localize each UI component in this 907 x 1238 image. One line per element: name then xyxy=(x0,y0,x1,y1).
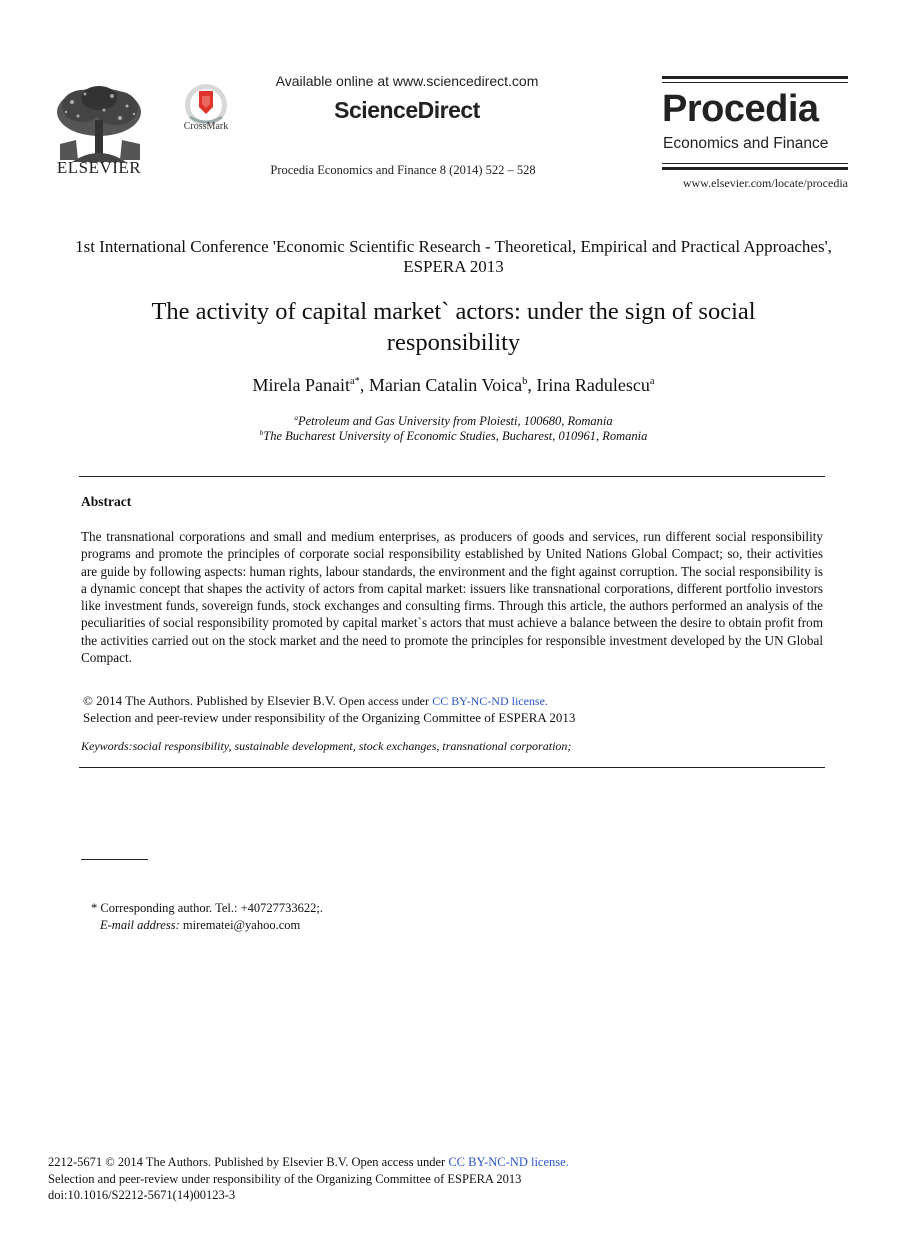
affiliation-marker: b xyxy=(259,428,264,437)
email-label: E-mail address: xyxy=(100,917,180,932)
footer-copyright-line xyxy=(48,1154,748,1171)
license-link[interactable]: CC BY-NC-ND license. xyxy=(432,694,548,708)
footer-copyright: 2212-5671 © 2014 The Authors. Published by Elsevier B.V. xyxy=(48,1155,349,1169)
email-line xyxy=(91,917,491,934)
author-list xyxy=(90,375,817,396)
author-name: Mirela Panait xyxy=(252,375,350,395)
footnote xyxy=(91,900,491,933)
procedia-rule-top-thin xyxy=(662,82,848,83)
crossmark-label: CrossMark xyxy=(183,121,229,132)
author-name: Irina Radulescu xyxy=(536,375,650,395)
open-access-text: Open access under xyxy=(339,694,430,708)
author-marker: a xyxy=(649,376,655,387)
abstract-heading: Abstract xyxy=(81,494,132,509)
footer-doi[interactable]: doi:10.1016/S2212-5671(14)00123-3 xyxy=(48,1188,236,1202)
keywords-text: social responsibility, sustainable development, stock exchanges, transnational corporation; xyxy=(132,739,572,753)
page-footer xyxy=(48,1154,748,1204)
procedia-rule-bottom-thin xyxy=(662,163,848,164)
procedia-subtitle: Economics and Finance xyxy=(663,135,829,152)
procedia-rule-bottom xyxy=(662,167,848,170)
affiliation-text: The Bucharest University of Economic Studies, Bucharest, 010961, Romania xyxy=(263,429,648,443)
affiliation-line xyxy=(90,414,817,429)
affiliation-marker: a xyxy=(294,413,298,422)
affiliation-text: Petroleum and Gas University from Ploiesti, 100680, Romania xyxy=(297,414,613,428)
keywords-line xyxy=(81,739,823,754)
copyright-block xyxy=(83,693,823,726)
peer-review-line: Selection and peer-review under responsibility of the Organizing Committee of ESPERA 2013 xyxy=(83,709,576,725)
paper-title: The activity of capital market` actors: under the sign of social responsibility xyxy=(151,298,756,356)
footnote-rule xyxy=(81,859,148,860)
author-name: Marian Catalin Voica xyxy=(368,375,523,395)
email-address[interactable]: mirematei@yahoo.com xyxy=(182,917,301,932)
author-separator: , xyxy=(527,375,537,395)
procedia-rule-top xyxy=(662,76,848,79)
procedia-brand: Procedia xyxy=(662,88,819,130)
elsevier-wordmark: ELSEVIER xyxy=(56,158,142,177)
footer-peer-review: Selection and peer-review under responsibility of the Organizing Committee of ESPERA 2013 xyxy=(48,1171,522,1186)
procedia-url[interactable]: www.elsevier.com/locate/procedia xyxy=(682,176,848,190)
conference-name: 1st International Conference 'Economic Scientific Research - Theoretical, Empirical and Practical Approaches', ESPERA 2013 xyxy=(75,237,832,276)
journal-reference: Procedia Economics and Finance 8 (2014) 522 – 528 xyxy=(270,163,536,177)
keywords-label: Keywords: xyxy=(81,739,133,753)
section-divider xyxy=(79,767,825,768)
sciencedirect-brand[interactable]: ScienceDirect xyxy=(334,97,480,123)
author-marker: b xyxy=(522,376,528,387)
author-marker: a* xyxy=(349,376,360,387)
section-divider xyxy=(79,476,825,477)
affiliations xyxy=(90,414,817,444)
copyright-line xyxy=(83,693,823,710)
footer-license-link[interactable]: CC BY-NC-ND license. xyxy=(448,1155,569,1169)
author-separator: , xyxy=(359,375,369,395)
abstract-body: The transnational corporations and small and medium enterprises, as producers of goods and services, run different social responsibility programs and promote the principles of corporate social responsibility established by United Nations Global Compact; so, their activities are guide by following aspects: human rights, labour standards, the environment and the fight against corruption. The social responsibility is a dynamic concept that shapes the activity of actors from capital market: issuers like transnational corporations, different portfolio investors like investment funds, sovereign funds, stock exchanges and consulting firms. Through this article, the authors performed an analysis of the peculiarities of social responsibility promoted by capital market`s actors that must achieve a balance between the desire to obtain profit from the activities carried out on the stock market and the need to promote the principles for responsible investment developed by the UN Global Compact. xyxy=(81,529,823,666)
footer-open-access: Open access under xyxy=(351,1155,446,1169)
affiliation-line xyxy=(90,429,817,444)
corresponding-author: * Corresponding author. Tel.: +40727733622;. xyxy=(91,901,323,915)
available-online-text: Available online at www.sciencedirect.com xyxy=(275,73,539,89)
copyright-text: © 2014 The Authors. Published by Elsevier B.V. xyxy=(83,693,336,708)
